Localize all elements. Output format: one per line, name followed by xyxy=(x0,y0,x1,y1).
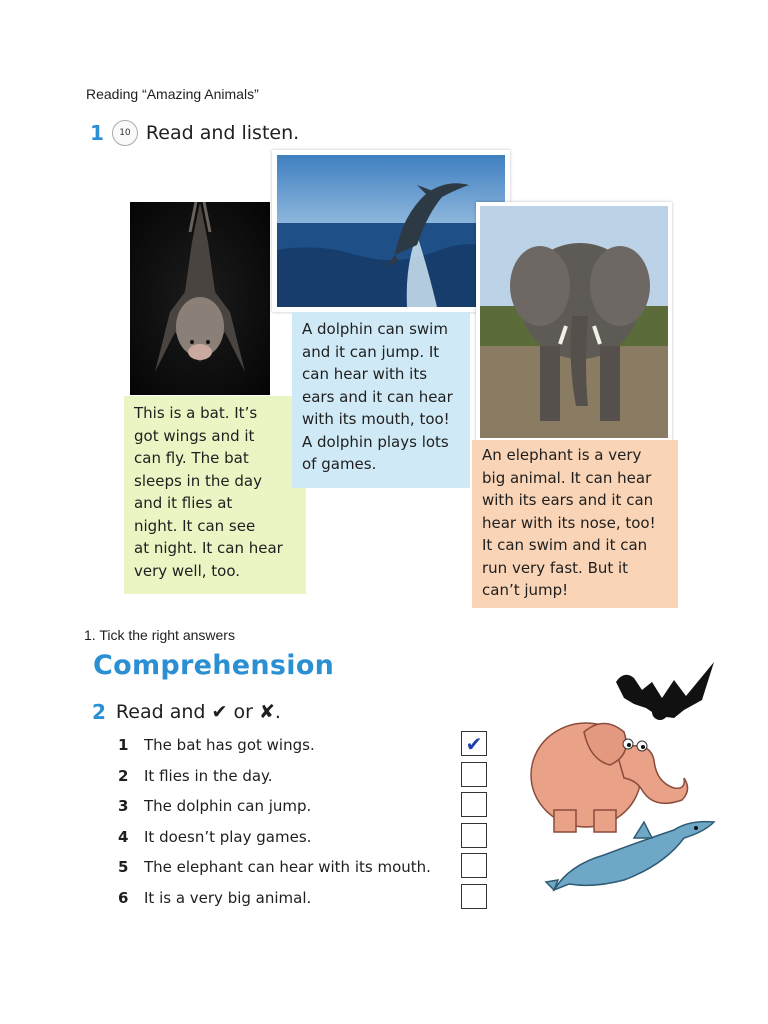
animals-illustration xyxy=(524,660,724,900)
dolphin-text-line: A dolphin can swim xyxy=(302,320,448,338)
question-row xyxy=(118,761,490,792)
dolphin-text-box xyxy=(292,312,470,488)
question-number: 6 xyxy=(118,888,129,907)
elephant-text-line: can’t jump! xyxy=(482,581,569,599)
elephant-text-line: It can swim and it can xyxy=(482,536,648,554)
elephant-text-line: run very fast. But it xyxy=(482,558,629,577)
question-row xyxy=(118,883,490,914)
page-heading: Reading “Amazing Animals” xyxy=(86,86,259,102)
answer-checkbox[interactable] xyxy=(461,762,487,787)
task-2-header xyxy=(92,700,281,724)
question-text: It is a very big animal. xyxy=(144,888,312,907)
comprehension-title: Comprehension xyxy=(93,650,335,681)
task-1-header xyxy=(90,120,299,146)
question-text: It doesn’t play games. xyxy=(144,827,312,846)
question-row xyxy=(118,822,490,853)
bat-text-line: can fly. The bat xyxy=(134,449,249,467)
dolphin-text-line: of games. xyxy=(302,455,377,473)
answer-checkbox[interactable] xyxy=(461,823,487,848)
question-text: The bat has got wings. xyxy=(144,736,315,755)
question-list xyxy=(118,730,490,913)
answer-checkbox[interactable]: ✔ xyxy=(461,731,487,756)
elephant-cartoon-icon xyxy=(531,723,688,832)
tick-icon: ✔ xyxy=(211,701,228,723)
question-number: 3 xyxy=(118,797,129,816)
bat-text-line: at night. It can hear xyxy=(134,539,283,557)
question-text: The elephant can hear with its mouth. xyxy=(144,858,431,877)
question-number: 2 xyxy=(118,766,129,785)
task-2-number: 2 xyxy=(92,700,106,724)
task-2-title: Read and ✔ or ✘. xyxy=(115,701,281,723)
elephant-photo xyxy=(476,202,672,442)
cross-icon: ✘ xyxy=(258,701,275,723)
bat-text-box xyxy=(124,396,306,594)
bat-text-line: sleeps in the day xyxy=(134,471,262,490)
question-row xyxy=(118,791,490,822)
elephant-text-line: big animal. It can hear xyxy=(482,468,652,487)
answer-checkbox[interactable] xyxy=(461,884,487,909)
task-1-title: Read and listen. xyxy=(145,122,300,144)
elephant-text-line: An elephant is a very xyxy=(482,446,642,464)
dolphin-text-line: can hear with its xyxy=(302,365,428,383)
instruction-text: 1. Tick the right answers xyxy=(84,627,235,643)
dolphin-text-line: with its mouth, too! xyxy=(302,410,450,428)
elephant-text-line: hear with its nose, too! xyxy=(482,513,656,532)
task-1-number: 1 xyxy=(90,121,104,145)
question-number: 5 xyxy=(118,858,129,877)
dolphin-text-line: ears and it can hear xyxy=(302,387,453,406)
dolphin-photo xyxy=(272,150,510,312)
question-text: It flies in the day. xyxy=(144,766,273,785)
cd-track-icon[interactable] xyxy=(112,120,138,146)
bat-text-line: very well, too. xyxy=(134,561,241,580)
task-2-title-start: Read and xyxy=(115,701,206,723)
bat-cartoon-icon xyxy=(616,662,714,720)
question-row xyxy=(118,730,490,761)
question-number: 1 xyxy=(118,736,129,755)
bat-text-line: This is a bat. It’s xyxy=(134,404,258,422)
dolphin-text-line: A dolphin plays lots xyxy=(302,432,449,451)
bat-photo xyxy=(130,202,270,395)
answer-checkbox[interactable] xyxy=(461,792,487,817)
question-number: 4 xyxy=(118,827,129,846)
bat-text-line: and it flies at xyxy=(134,494,233,512)
answer-checkbox[interactable] xyxy=(461,853,487,878)
question-text: The dolphin can jump. xyxy=(144,797,312,816)
bat-text-line: night. It can see xyxy=(134,516,256,535)
dolphin-text-line: and it can jump. It xyxy=(302,342,440,361)
question-row xyxy=(118,852,490,883)
elephant-text-box xyxy=(472,440,678,608)
cd-track-number: 10 xyxy=(119,128,131,138)
elephant-text-line: with its ears and it can xyxy=(482,491,654,509)
task-2-or: or xyxy=(233,701,253,723)
bat-text-line: got wings and it xyxy=(134,426,255,445)
